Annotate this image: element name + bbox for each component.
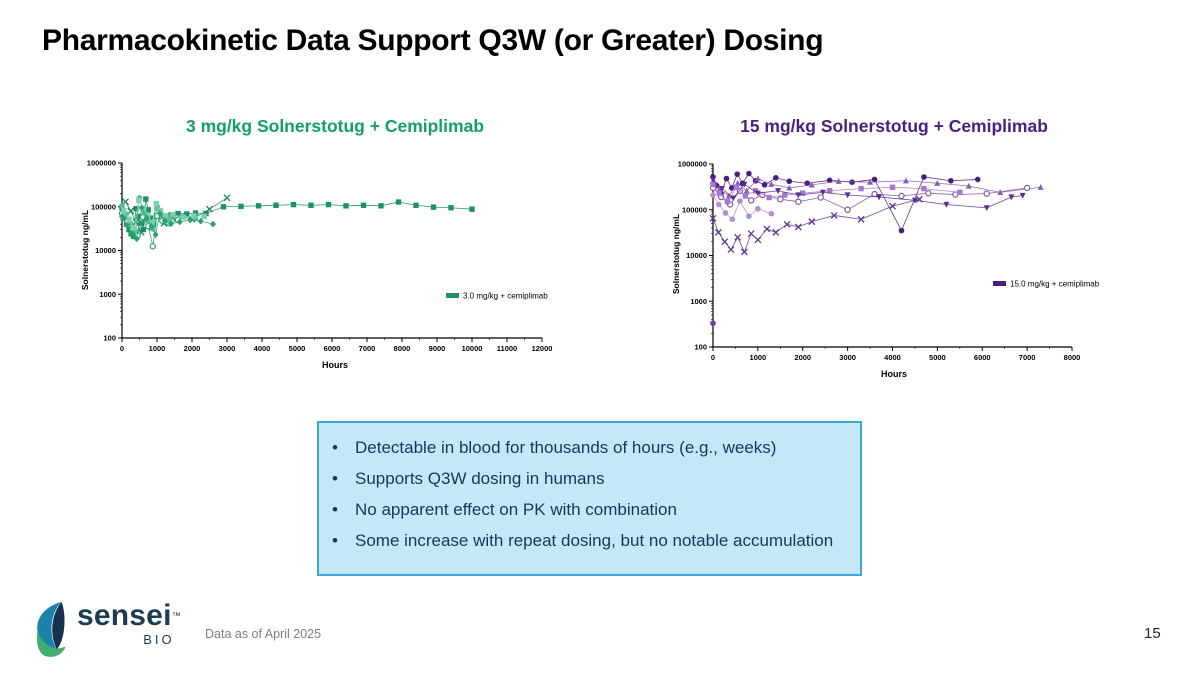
svg-text:10000: 10000	[461, 344, 483, 353]
svg-text:1000: 1000	[690, 296, 707, 306]
svg-text:3.0 mg/kg + cemiplimab: 3.0 mg/kg + cemiplimab	[463, 291, 548, 301]
svg-text:1000: 1000	[749, 353, 767, 362]
svg-text:3000: 3000	[839, 353, 856, 362]
svg-text:100: 100	[694, 342, 707, 352]
x-axis-label-left: Hours	[321, 360, 348, 370]
svg-text:2000: 2000	[794, 353, 812, 362]
svg-text:7000: 7000	[358, 344, 376, 353]
svg-text:5000: 5000	[288, 344, 306, 353]
trademark-symbol: ™	[171, 610, 181, 621]
sensei-bio-logo	[33, 601, 181, 657]
svg-text:8000: 8000	[393, 344, 411, 353]
svg-text:0: 0	[119, 344, 125, 353]
svg-text:10000: 10000	[95, 246, 116, 255]
chart-panel-15mgkg	[648, 116, 1140, 391]
y-axis-label-left: Solnerstotug ng/mL	[80, 209, 90, 291]
svg-text:1000: 1000	[99, 289, 116, 299]
bullet-item: • Supports Q3W dosing in humans	[319, 463, 860, 494]
svg-text:2000: 2000	[183, 344, 201, 353]
callout-bullet-list	[319, 432, 860, 556]
bullet-item: • Detectable in blood for thousands of hours (e.g., weeks)	[319, 432, 860, 463]
svg-text:6000: 6000	[973, 353, 991, 362]
svg-text:4000: 4000	[884, 353, 901, 362]
brand-name: sensei	[77, 599, 172, 632]
svg-text:5000: 5000	[929, 353, 946, 362]
chart-plot-15mgkg	[648, 148, 1140, 388]
svg-text:12000: 12000	[531, 344, 553, 353]
svg-text:9000: 9000	[428, 344, 446, 353]
svg-text:0: 0	[710, 353, 716, 362]
svg-text:10000: 10000	[686, 251, 707, 260]
svg-text:4000: 4000	[253, 344, 271, 353]
sensei-leaf-icon	[33, 601, 69, 657]
chart-panel-3mgkg	[75, 116, 595, 386]
svg-text:100: 100	[103, 333, 116, 343]
bullet-item: • Some increase with repeat dosing, but no notable accumulation	[319, 525, 860, 556]
svg-text:100000: 100000	[681, 205, 707, 215]
svg-text:100000: 100000	[90, 202, 116, 212]
svg-text:1000000: 1000000	[677, 159, 707, 169]
chart-title-15mgkg: 15 mg/kg Solnerstotug + Cemiplimab	[740, 116, 1048, 136]
svg-text:7000: 7000	[1018, 353, 1036, 362]
callout-box	[317, 421, 862, 576]
chart-plot-3mgkg	[75, 148, 595, 383]
svg-text:1000000: 1000000	[86, 158, 116, 168]
svg-text:6000: 6000	[323, 344, 341, 353]
page-number: 15	[1144, 625, 1161, 642]
svg-text:8000: 8000	[1063, 353, 1081, 362]
svg-text:1000: 1000	[148, 344, 166, 353]
chart-title-3mgkg: 3 mg/kg Solnerstotug + Cemiplimab	[185, 116, 485, 136]
bullet-item: • No apparent effect on PK with combination	[319, 494, 860, 525]
svg-text:15.0 mg/kg + cemiplimab: 15.0 mg/kg + cemiplimab	[1010, 279, 1100, 289]
x-axis-label-right: Hours	[880, 369, 907, 379]
y-axis-label-right: Solnerstotug ng/mL	[671, 213, 681, 295]
slide-title: Pharmacokinetic Data Support Q3W (or Greater) Dosing	[42, 24, 824, 57]
footer-note: Data as of April 2025	[205, 627, 322, 641]
svg-text:3000: 3000	[218, 344, 236, 353]
svg-text:11000: 11000	[496, 344, 518, 353]
brand-sub: BIO	[143, 632, 175, 647]
brand-text-block	[77, 601, 181, 646]
